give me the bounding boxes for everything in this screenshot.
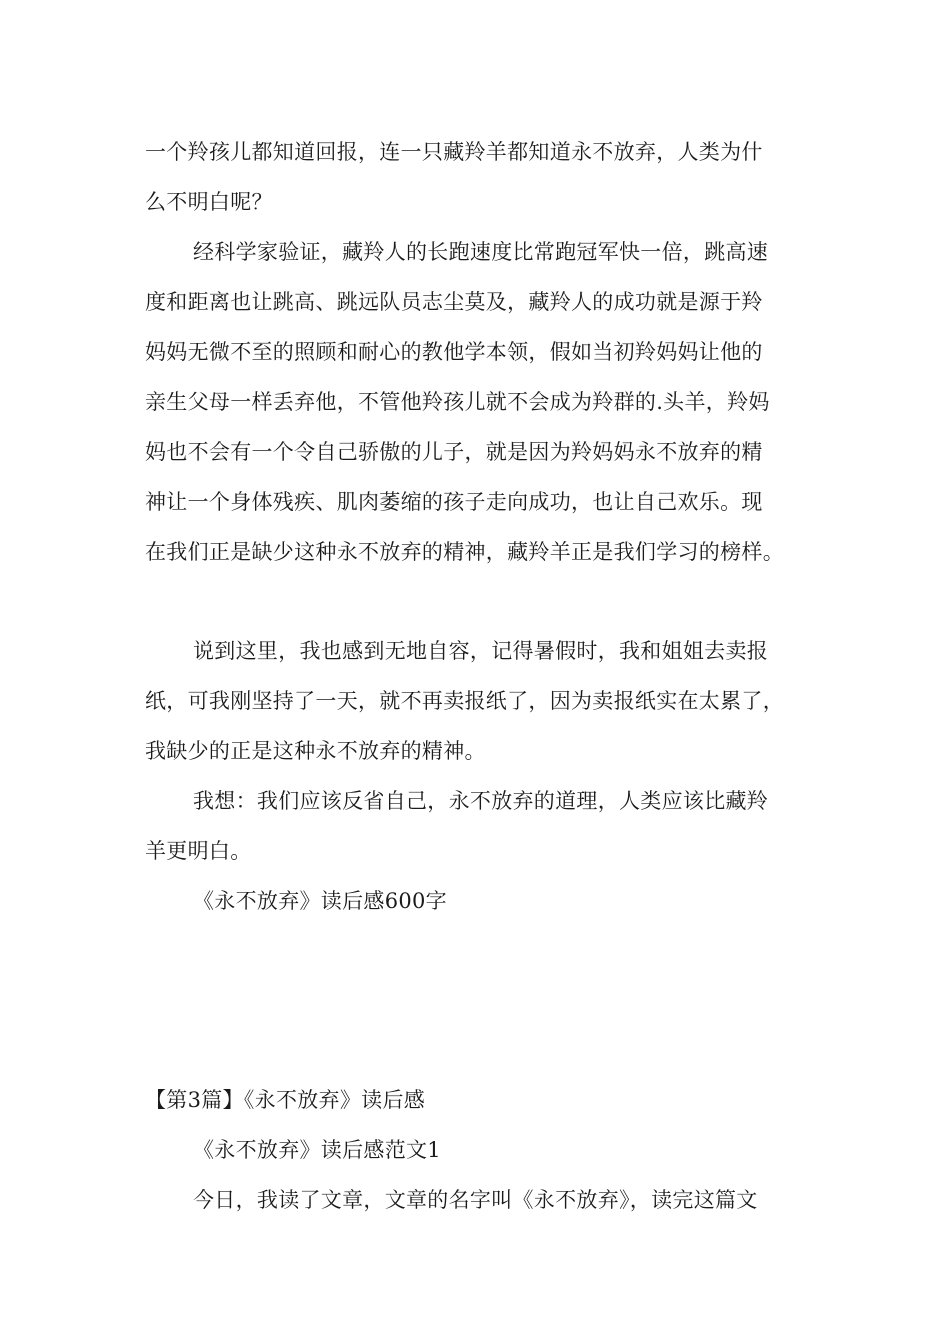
text-line: 我缺少的正是这种永不放弃的精神。 [145, 739, 486, 763]
text-line: 一个羚孩儿都知道回报，连一只藏羚羊都知道永不放弃，人类为什 [145, 140, 763, 164]
text-line: 妈也不会有一个令自己骄傲的儿子，就是因为羚妈妈永不放弃的精 [145, 440, 763, 464]
text-line: 神让一个身体残疾、肌肉萎缩的孩子走向成功，也让自己欢乐。现 [145, 490, 763, 514]
text-line: 今日，我读了文章，文章的名字叫《永不放弃》，读完这篇文 [193, 1188, 758, 1212]
subsection-heading: 《永不放弃》读后感范文1 [193, 1138, 441, 1162]
text-line: 度和距离也让跳高、跳远队员志尘莫及，藏羚人的成功就是源于羚 [145, 290, 763, 314]
text-line: 说到这里，我也感到无地自容，记得暑假时，我和姐姐去卖报 [193, 639, 769, 663]
text-line: 纸，可我刚坚持了一天，就不再卖报纸了，因为卖报纸实在太累了， [145, 689, 784, 713]
text-line: 在我们正是缺少这种永不放弃的精神，藏羚羊正是我们学习的榜样。 [145, 540, 784, 564]
text-line: 我想：我们应该反省自己，永不放弃的道理，人类应该比藏羚 [193, 789, 769, 813]
article-heading: 《永不放弃》读后感600字 [193, 889, 447, 913]
text-line: 么不明白呢？ [145, 190, 273, 214]
text-line: 经科学家验证，藏羚人的长跑速度比常跑冠军快一倍，跳高速 [193, 240, 769, 264]
text-line: 亲生父母一样丢弃他，不管他羚孩儿就不会成为羚群的.头羊，羚妈 [145, 390, 770, 414]
text-line: 妈妈无微不至的照顾和耐心的教他学本领，假如当初羚妈妈让他的 [145, 340, 763, 364]
text-line: 羊更明白。 [145, 839, 252, 863]
section-heading: 【第3篇】《永不放弃》读后感 [145, 1088, 426, 1112]
